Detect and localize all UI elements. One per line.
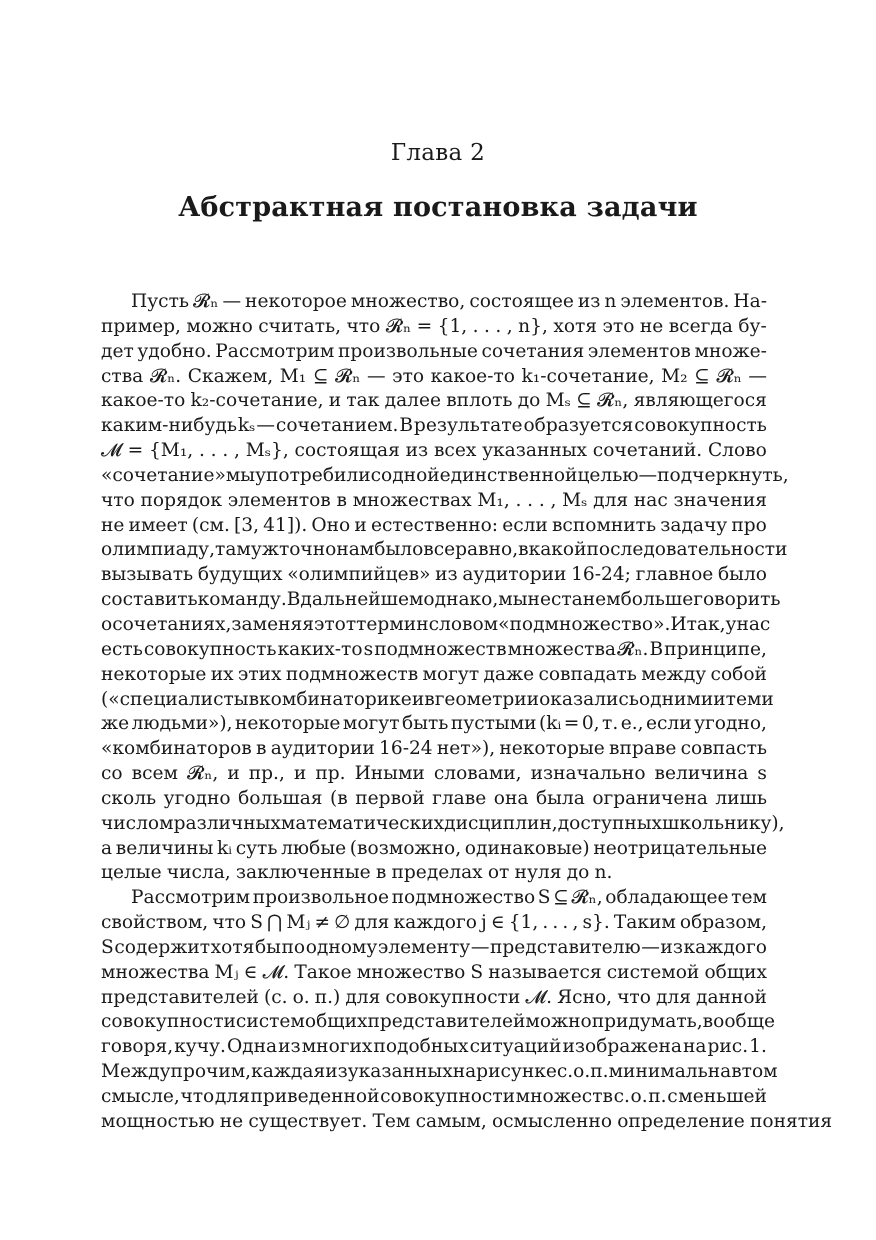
text-line: не имеет (см. [3, 41]). Оно и естественно: если вспомнить задачу про [101, 514, 767, 536]
text-line: Пусть 𝓡ₙ — некоторое множество, состоящее из n элементов. На- [131, 291, 767, 312]
text-line: представителей (с. о. п.) для совокупности 𝓜. Ясно, что для данной [101, 986, 767, 1008]
body-text [101, 290, 833, 1135]
text-line: смысле, что для приведенной совокупности множеств с. о. п. с меньшей [101, 1086, 767, 1107]
text-line: некоторые их этих подмножеств могут даже совпадать между собой [101, 663, 767, 685]
text-line: мощностью не существует. Тем самым, осмысленно определение понятия [101, 1110, 833, 1132]
text-line: сколь угодно большая (в первой главе она была ограничена лишь [101, 787, 767, 809]
text-line: числом различных математических дисциплин, доступных школьнику), [101, 812, 785, 834]
text-line: «сочетание» мы употребили с одной единственной целью — подчеркнуть, [101, 464, 789, 486]
text-line: вызывать будущих «олимпийцев» из аудитории 16-24; главное было [101, 564, 767, 586]
text-line: а величины kᵢ суть любые (возможно, одинаковые) неотрицательные [101, 837, 767, 859]
text-line: что порядок элементов в множествах M₁, . . . , Mₛ для нас значения [101, 489, 767, 511]
text-line: какое-то k₂-сочетание, и так далее вплоть до Mₛ ⊆ 𝓡ₙ, являющегося [101, 390, 767, 412]
text-line: пример, можно считать, что 𝓡ₙ = {1, . . . , n}, хотя это не всегда бу- [101, 315, 767, 337]
text-line: олимпиаду, там уж точно нам было все равно, в какой последовательности [101, 539, 788, 561]
chapter-number: Глава 2 [390, 140, 486, 166]
text-line: 𝓜 = {M₁, . . . , Mₛ}, состоящая из всех указанных сочетаний. Слово [101, 440, 767, 462]
text-line: («специалисты в комбинаторике и в геометрии оказались одними и теми [101, 688, 774, 710]
text-line: ства 𝓡ₙ. Скажем, M₁ ⊆ 𝓡ₙ — это какое-то k₁-сочетание, M₂ ⊆ 𝓡ₙ — [101, 365, 767, 387]
text-line: S содержит хотя бы по одному элементу — представителю — из каждого [101, 936, 767, 958]
text-line: со всем 𝓡ₙ, и пр., и пр. Иными словами, изначально величина s [101, 763, 767, 785]
text-line: же людьми»), некоторые могут быть пустыми (kᵢ = 0, т. е., если угодно, [101, 713, 767, 735]
text-line: составить команду. В дальнейшем однако, мы не станем больше говорить [101, 589, 781, 611]
text-line: «комбинаторов в аудитории 16-24 нет»), некоторые вправе совпасть [101, 738, 767, 760]
chapter-title: Абстрактная постановка задачи [178, 192, 698, 223]
text-line: множества Mⱼ ∈ 𝓜. Такое множество S называется системой общих [101, 961, 767, 983]
text-line: каким-нибудь kₛ — сочетанием. В результате образуется совокупность [101, 415, 767, 437]
text-line: свойством, что S ⋂ Mⱼ ≠ ∅ для каждого j ∈ {1, . . . , s}. Таким образом, [101, 912, 767, 934]
text-line: Между прочим, каждая из указанных на рисунке с. о. п. минимальна в том [101, 1061, 778, 1083]
text-line: о сочетаниях, заменяя этот термин словом «подмножество». Итак, у нас [101, 613, 771, 635]
text-line: Рассмотрим произвольное подмножество S ⊆ 𝓡ₙ, обладающее тем [131, 887, 767, 909]
text-line: совокупности систем общих представителей можно придумать, вообще [101, 1011, 776, 1033]
text-line: целые числа, заключенные в пределах от нуля до n. [101, 862, 613, 884]
text-line: дет удобно. Рассмотрим произвольные сочетания элементов множе- [101, 340, 767, 362]
text-line: есть совокупность каких-то s подмножеств множества 𝓡ₙ. В принципе, [101, 638, 767, 660]
text-line: говоря, кучу. Одна из многих подобных ситуаций изображена на рис. 1. [101, 1036, 767, 1058]
